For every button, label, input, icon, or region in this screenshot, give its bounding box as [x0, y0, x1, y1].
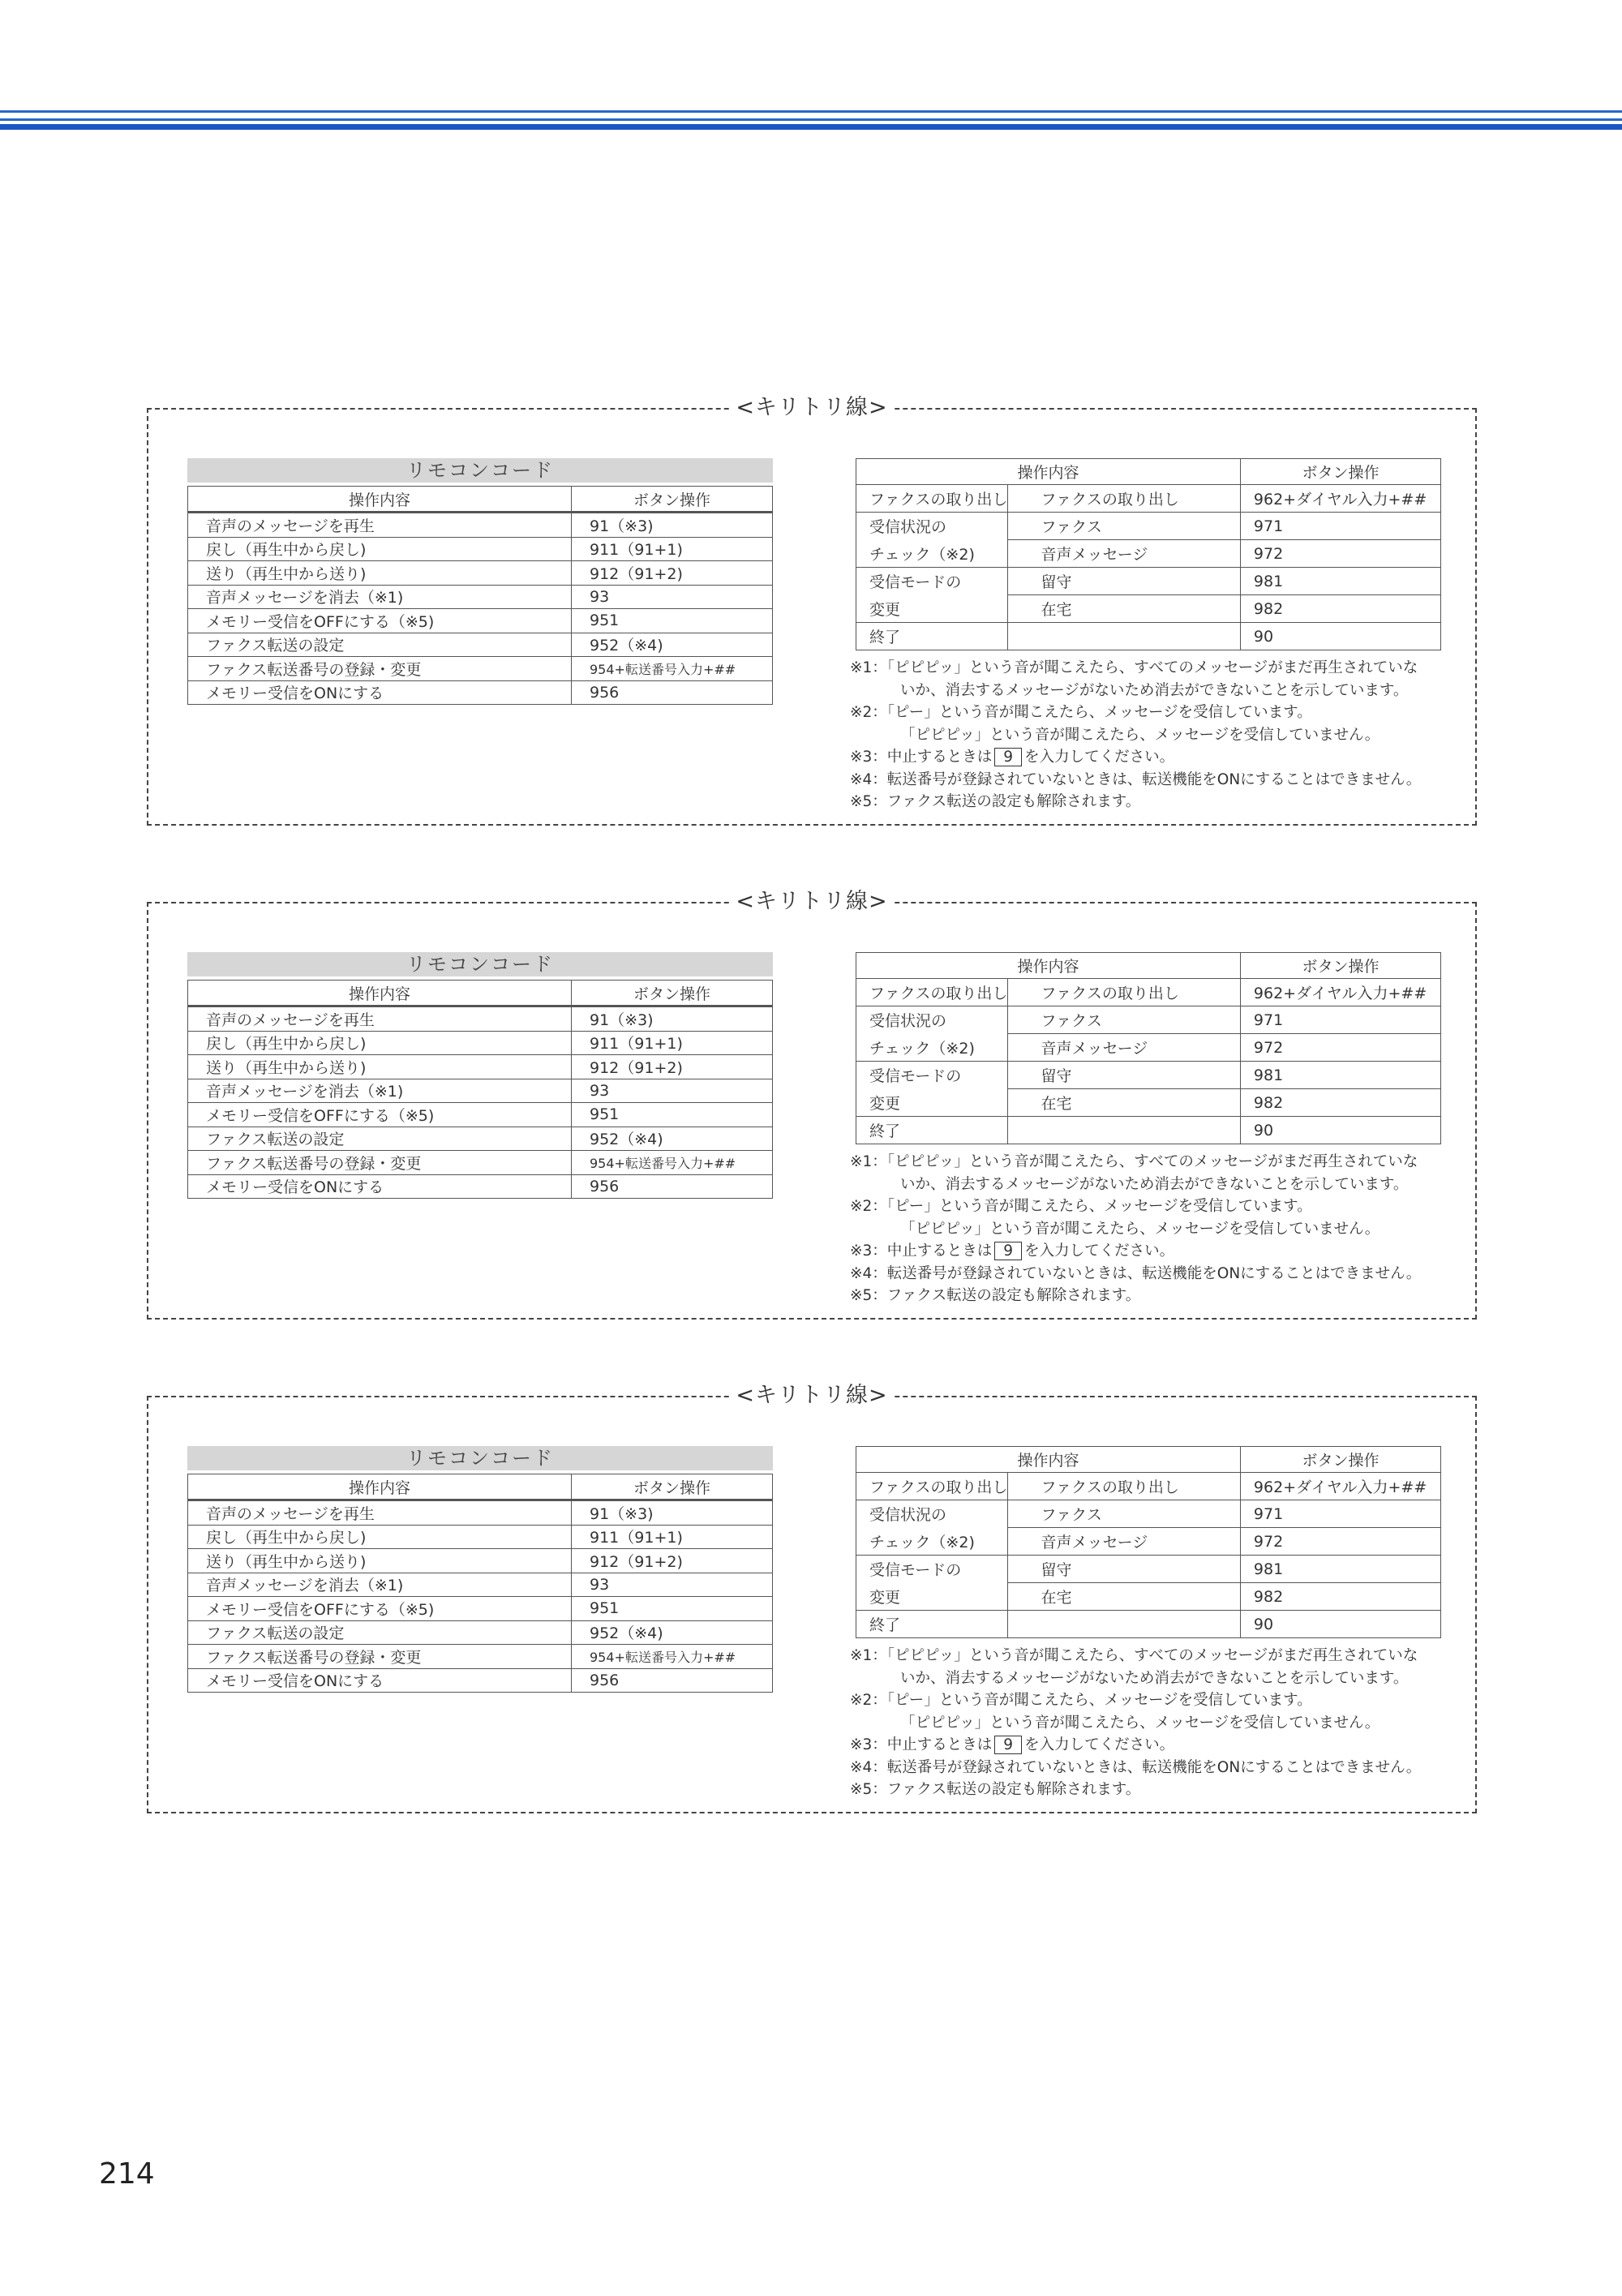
table-row: [188, 1174, 773, 1199]
code-cell: 93: [572, 585, 773, 609]
table-row: [856, 1500, 1441, 1528]
code-cell: 91（※3): [572, 1006, 773, 1032]
footnotes: [850, 1151, 1466, 1307]
operation-cell: ファクス: [1008, 513, 1240, 540]
header-rule-thin-1: [0, 110, 1622, 113]
category-cell: 終了: [856, 1611, 1008, 1638]
table-row: [188, 1620, 773, 1645]
category-cell: 変更: [856, 1089, 1008, 1117]
table-row: [856, 595, 1441, 623]
operation-cell: ファクスの取り出し: [1008, 485, 1240, 513]
table-row: [188, 513, 773, 538]
operation-cell: 在宅: [1008, 595, 1240, 623]
operation-cell: ファクス転送の設定: [188, 633, 572, 657]
footnote-3-text-end: を入力してください。: [1024, 749, 1175, 766]
footnote-5: ※5：ファクス転送の設定も解除されます。: [850, 1781, 1141, 1798]
table-row: [856, 1583, 1441, 1611]
key-9-box: 9: [994, 1736, 1022, 1754]
table-row: [856, 1062, 1441, 1089]
category-cell: 受信状況の: [856, 1006, 1008, 1034]
footnote-2: ※2：「ピー」という音が聞こえたら、メッセージを受信しています。: [850, 1692, 1312, 1709]
operation-cell: 送り（再生中から送り): [188, 1055, 572, 1079]
table-header-row: [188, 1474, 773, 1500]
code-cell: 954+転送番号入力+##: [572, 657, 773, 681]
table-row: [856, 1473, 1441, 1500]
remote-code-title: リモコンコード: [187, 952, 773, 976]
code-cell: 956: [572, 1668, 773, 1693]
operation-cell: 戻し（再生中から戻し): [188, 1031, 572, 1055]
operation-cell: 在宅: [1008, 1089, 1240, 1117]
footnote-1: ※1：「ピピピッ」という音が聞こえたら、すべてのメッセージがまだ再生されていな: [850, 1153, 1418, 1170]
code-cell: 971: [1240, 513, 1440, 540]
remote-code-table: [187, 1446, 773, 1693]
category-cell: 変更: [856, 595, 1008, 623]
remote-code-table: [187, 458, 773, 705]
footnote-4: ※4：転送番号が登録されていないときは、転送機能をONにすることはできません。: [850, 770, 1422, 788]
table-row: [188, 1645, 773, 1669]
code-cell: 952（※4): [572, 1620, 773, 1645]
table-header-row: [188, 981, 773, 1006]
table-row: [188, 1079, 773, 1103]
category-cell: ファクスの取り出し: [856, 485, 1008, 513]
code-cell: 911（91+1): [572, 1525, 773, 1549]
cutout-card-3: [147, 1383, 1477, 1813]
footnote-2-cont: 「ピピピッ」という音が聞こえたら、メッセージを受信していません。: [900, 1220, 1380, 1238]
code-cell: 951: [572, 1103, 773, 1127]
remote-code-table: [187, 952, 773, 1199]
operation-cell: 音声メッセージを消去（※1): [188, 1573, 572, 1597]
key-9-box: 9: [994, 748, 1022, 766]
table-row: [856, 1034, 1441, 1062]
operation-cell: [1008, 1611, 1240, 1638]
footnotes: [850, 1645, 1466, 1801]
table-row: [188, 609, 773, 633]
column-header-button: ボタン操作: [1240, 953, 1440, 979]
operation-cell: ファクス転送の設定: [188, 1620, 572, 1645]
operation-cell: 音声メッセージ: [1008, 1034, 1240, 1062]
footnote-4: ※4：転送番号が登録されていないときは、転送機能をONにすることはできません。: [850, 1264, 1422, 1282]
operation-cell: 音声のメッセージを再生: [188, 1500, 572, 1526]
code-cell: 956: [572, 680, 773, 705]
code-cell: 972: [1240, 540, 1440, 568]
code-cell: 962+ダイヤル入力+##: [1240, 1473, 1440, 1500]
footnote-5: ※5：ファクス転送の設定も解除されます。: [850, 793, 1141, 810]
code-cell: 982: [1240, 595, 1440, 623]
code-cell: 90: [1240, 1117, 1440, 1144]
table-row: [856, 1556, 1441, 1583]
table-row: [188, 561, 773, 586]
column-header-operation: 操作内容: [188, 487, 572, 513]
table-row: [856, 979, 1441, 1006]
footnote-2-cont: 「ピピピッ」という音が聞こえたら、メッセージを受信していません。: [900, 726, 1380, 744]
column-header-operation: 操作内容: [188, 981, 572, 1006]
footnote-3-text-end: を入力してください。: [1024, 1242, 1175, 1260]
operation-cell: 送り（再生中から送り): [188, 1549, 572, 1573]
column-header-button: ボタン操作: [572, 1474, 773, 1500]
cutout-card-1: [147, 395, 1477, 826]
code-cell: 971: [1240, 1500, 1440, 1528]
operation-cell: ファクスの取り出し: [1008, 1473, 1240, 1500]
category-cell: 受信モードの: [856, 1556, 1008, 1583]
code-cell: 954+転送番号入力+##: [572, 1645, 773, 1669]
operation-cell: 戻し（再生中から戻し): [188, 537, 572, 561]
footnote-1-cont: いか、消去するメッセージがないため消去ができないことを示しています。: [900, 1669, 1409, 1687]
remote-code-title: リモコンコード: [187, 458, 773, 483]
footnote-3-text: ※3：中止するときは: [850, 1242, 993, 1260]
category-cell: チェック（※2): [856, 1528, 1008, 1556]
category-cell: 受信状況の: [856, 513, 1008, 540]
table-row: [188, 680, 773, 705]
column-header-operation: 操作内容: [856, 1447, 1241, 1473]
category-cell: ファクスの取り出し: [856, 979, 1008, 1006]
operation-cell: 音声メッセージ: [1008, 1528, 1240, 1556]
code-cell: 982: [1240, 1089, 1440, 1117]
operation-cell: [1008, 623, 1240, 650]
table-row: [188, 1103, 773, 1127]
footnote-3-text-end: を入力してください。: [1024, 1736, 1175, 1753]
footnote-3: [850, 746, 1466, 769]
footnote-2: ※2：「ピー」という音が聞こえたら、メッセージを受信しています。: [850, 704, 1312, 721]
operation-cell: メモリー受信をONにする: [188, 1174, 572, 1199]
column-header-button: ボタン操作: [1240, 1447, 1440, 1473]
operation-cell: 音声メッセージを消去（※1): [188, 1079, 572, 1103]
cut-line-label: <キリトリ線>: [731, 393, 892, 423]
operation-cell: 戻し（再生中から戻し): [188, 1525, 572, 1549]
extended-code-table: [856, 1446, 1441, 1638]
table-row: [188, 537, 773, 561]
operation-cell: ファクス: [1008, 1006, 1240, 1034]
operation-cell: ファクスの取り出し: [1008, 979, 1240, 1006]
footnote-3: [850, 1240, 1466, 1263]
header-rule-thin-2: [0, 118, 1622, 121]
code-cell: 962+ダイヤル入力+##: [1240, 979, 1440, 1006]
footnote-1-cont: いか、消去するメッセージがないため消去ができないことを示しています。: [900, 681, 1409, 699]
code-cell: 982: [1240, 1583, 1440, 1611]
extended-code-table: [856, 952, 1441, 1144]
table-row: [188, 585, 773, 609]
table-row: [856, 568, 1441, 595]
code-cell: 981: [1240, 568, 1440, 595]
category-cell: 受信状況の: [856, 1500, 1008, 1528]
code-cell: 93: [572, 1573, 773, 1597]
operation-cell: 留守: [1008, 568, 1240, 595]
table-row: [188, 633, 773, 657]
footnote-2-cont: 「ピピピッ」という音が聞こえたら、メッセージを受信していません。: [900, 1714, 1380, 1732]
column-header-operation: 操作内容: [856, 953, 1241, 979]
operation-cell: 留守: [1008, 1556, 1240, 1583]
extended-code-grid: [856, 1446, 1441, 1638]
code-cell: 90: [1240, 1611, 1440, 1638]
code-cell: 952（※4): [572, 1127, 773, 1151]
table-row: [856, 1528, 1441, 1556]
footnote-1: ※1：「ピピピッ」という音が聞こえたら、すべてのメッセージがまだ再生されていな: [850, 1647, 1418, 1664]
category-cell: ファクスの取り出し: [856, 1473, 1008, 1500]
table-header-row: [188, 487, 773, 513]
code-cell: 91（※3): [572, 513, 773, 538]
code-cell: 951: [572, 609, 773, 633]
table-row: [856, 623, 1441, 650]
column-header-button: ボタン操作: [1240, 459, 1440, 485]
table-header-row: [856, 459, 1441, 485]
table-row: [188, 1500, 773, 1526]
cut-line-label: <キリトリ線>: [731, 1381, 892, 1410]
key-9-box: 9: [994, 1242, 1022, 1260]
code-cell: 912（91+2): [572, 1055, 773, 1079]
category-cell: 終了: [856, 623, 1008, 650]
table-row: [856, 1611, 1441, 1638]
operation-cell: ファクス転送番号の登録・変更: [188, 1645, 572, 1669]
footnote-4: ※4：転送番号が登録されていないときは、転送機能をONにすることはできません。: [850, 1758, 1422, 1776]
operation-cell: 音声メッセージを消去（※1): [188, 585, 572, 609]
operation-cell: 音声メッセージ: [1008, 540, 1240, 568]
table-row: [188, 1127, 773, 1151]
table-row: [856, 513, 1441, 540]
operation-cell: ファクス転送番号の登録・変更: [188, 657, 572, 681]
footnotes: [850, 657, 1466, 813]
table-row: [188, 1573, 773, 1597]
operation-cell: メモリー受信をOFFにする（※5): [188, 1103, 572, 1127]
remote-code-grid: [187, 980, 773, 1199]
code-cell: 954+転送番号入力+##: [572, 1151, 773, 1175]
table-row: [856, 540, 1441, 568]
table-row: [188, 657, 773, 681]
code-cell: 981: [1240, 1556, 1440, 1583]
extended-code-grid: [856, 952, 1441, 1144]
code-cell: 972: [1240, 1034, 1440, 1062]
extended-code-grid: [856, 458, 1441, 650]
header-rule-thick: [0, 124, 1622, 130]
table-row: [188, 1597, 773, 1621]
category-cell: 受信モードの: [856, 568, 1008, 595]
column-header-operation: 操作内容: [188, 1474, 572, 1500]
category-cell: チェック（※2): [856, 540, 1008, 568]
table-row: [188, 1525, 773, 1549]
cut-line-label: <キリトリ線>: [731, 887, 892, 916]
page-number: 214: [99, 2157, 155, 2191]
operation-cell: ファクス: [1008, 1500, 1240, 1528]
remote-code-title: リモコンコード: [187, 1446, 773, 1470]
operation-cell: 送り（再生中から送り): [188, 561, 572, 586]
code-cell: 956: [572, 1174, 773, 1199]
operation-cell: メモリー受信をOFFにする（※5): [188, 1597, 572, 1621]
table-row: [188, 1151, 773, 1175]
table-row: [188, 1549, 773, 1573]
footnote-5: ※5：ファクス転送の設定も解除されます。: [850, 1287, 1141, 1304]
code-cell: 93: [572, 1079, 773, 1103]
operation-cell: ファクス転送番号の登録・変更: [188, 1151, 572, 1175]
footnote-3-text: ※3：中止するときは: [850, 1736, 993, 1753]
table-row: [188, 1055, 773, 1079]
code-cell: 911（91+1): [572, 1031, 773, 1055]
operation-cell: ファクス転送の設定: [188, 1127, 572, 1151]
table-row: [856, 485, 1441, 513]
category-cell: 変更: [856, 1583, 1008, 1611]
category-cell: 終了: [856, 1117, 1008, 1144]
footnote-1-cont: いか、消去するメッセージがないため消去ができないことを示しています。: [900, 1175, 1409, 1193]
operation-cell: メモリー受信をONにする: [188, 680, 572, 705]
column-header-operation: 操作内容: [856, 459, 1241, 485]
remote-code-grid: [187, 1474, 773, 1693]
code-cell: 962+ダイヤル入力+##: [1240, 485, 1440, 513]
cutout-card-2: [147, 889, 1477, 1320]
operation-cell: メモリー受信をOFFにする（※5): [188, 609, 572, 633]
table-row: [188, 1031, 773, 1055]
table-row: [856, 1089, 1441, 1117]
column-header-button: ボタン操作: [572, 487, 773, 513]
code-cell: 951: [572, 1597, 773, 1621]
code-cell: 912（91+2): [572, 1549, 773, 1573]
category-cell: チェック（※2): [856, 1034, 1008, 1062]
footnote-3-text: ※3：中止するときは: [850, 749, 993, 766]
code-cell: 972: [1240, 1528, 1440, 1556]
table-row: [856, 1117, 1441, 1144]
code-cell: 911（91+1): [572, 537, 773, 561]
table-row: [188, 1668, 773, 1693]
footnote-3: [850, 1734, 1466, 1757]
operation-cell: 在宅: [1008, 1583, 1240, 1611]
footnote-2: ※2：「ピー」という音が聞こえたら、メッセージを受信しています。: [850, 1198, 1312, 1215]
code-cell: 971: [1240, 1006, 1440, 1034]
code-cell: 912（91+2): [572, 561, 773, 586]
footnote-1: ※1：「ピピピッ」という音が聞こえたら、すべてのメッセージがまだ再生されていな: [850, 659, 1418, 676]
operation-cell: 音声のメッセージを再生: [188, 513, 572, 538]
code-cell: 952（※4): [572, 633, 773, 657]
column-header-button: ボタン操作: [572, 981, 773, 1006]
operation-cell: メモリー受信をONにする: [188, 1668, 572, 1693]
category-cell: 受信モードの: [856, 1062, 1008, 1089]
table-row: [856, 1006, 1441, 1034]
operation-cell: [1008, 1117, 1240, 1144]
table-header-row: [856, 953, 1441, 979]
code-cell: 981: [1240, 1062, 1440, 1089]
code-cell: 91（※3): [572, 1500, 773, 1526]
operation-cell: 留守: [1008, 1062, 1240, 1089]
extended-code-table: [856, 458, 1441, 650]
table-row: [188, 1006, 773, 1032]
table-header-row: [856, 1447, 1441, 1473]
code-cell: 90: [1240, 623, 1440, 650]
operation-cell: 音声のメッセージを再生: [188, 1006, 572, 1032]
remote-code-grid: [187, 486, 773, 705]
